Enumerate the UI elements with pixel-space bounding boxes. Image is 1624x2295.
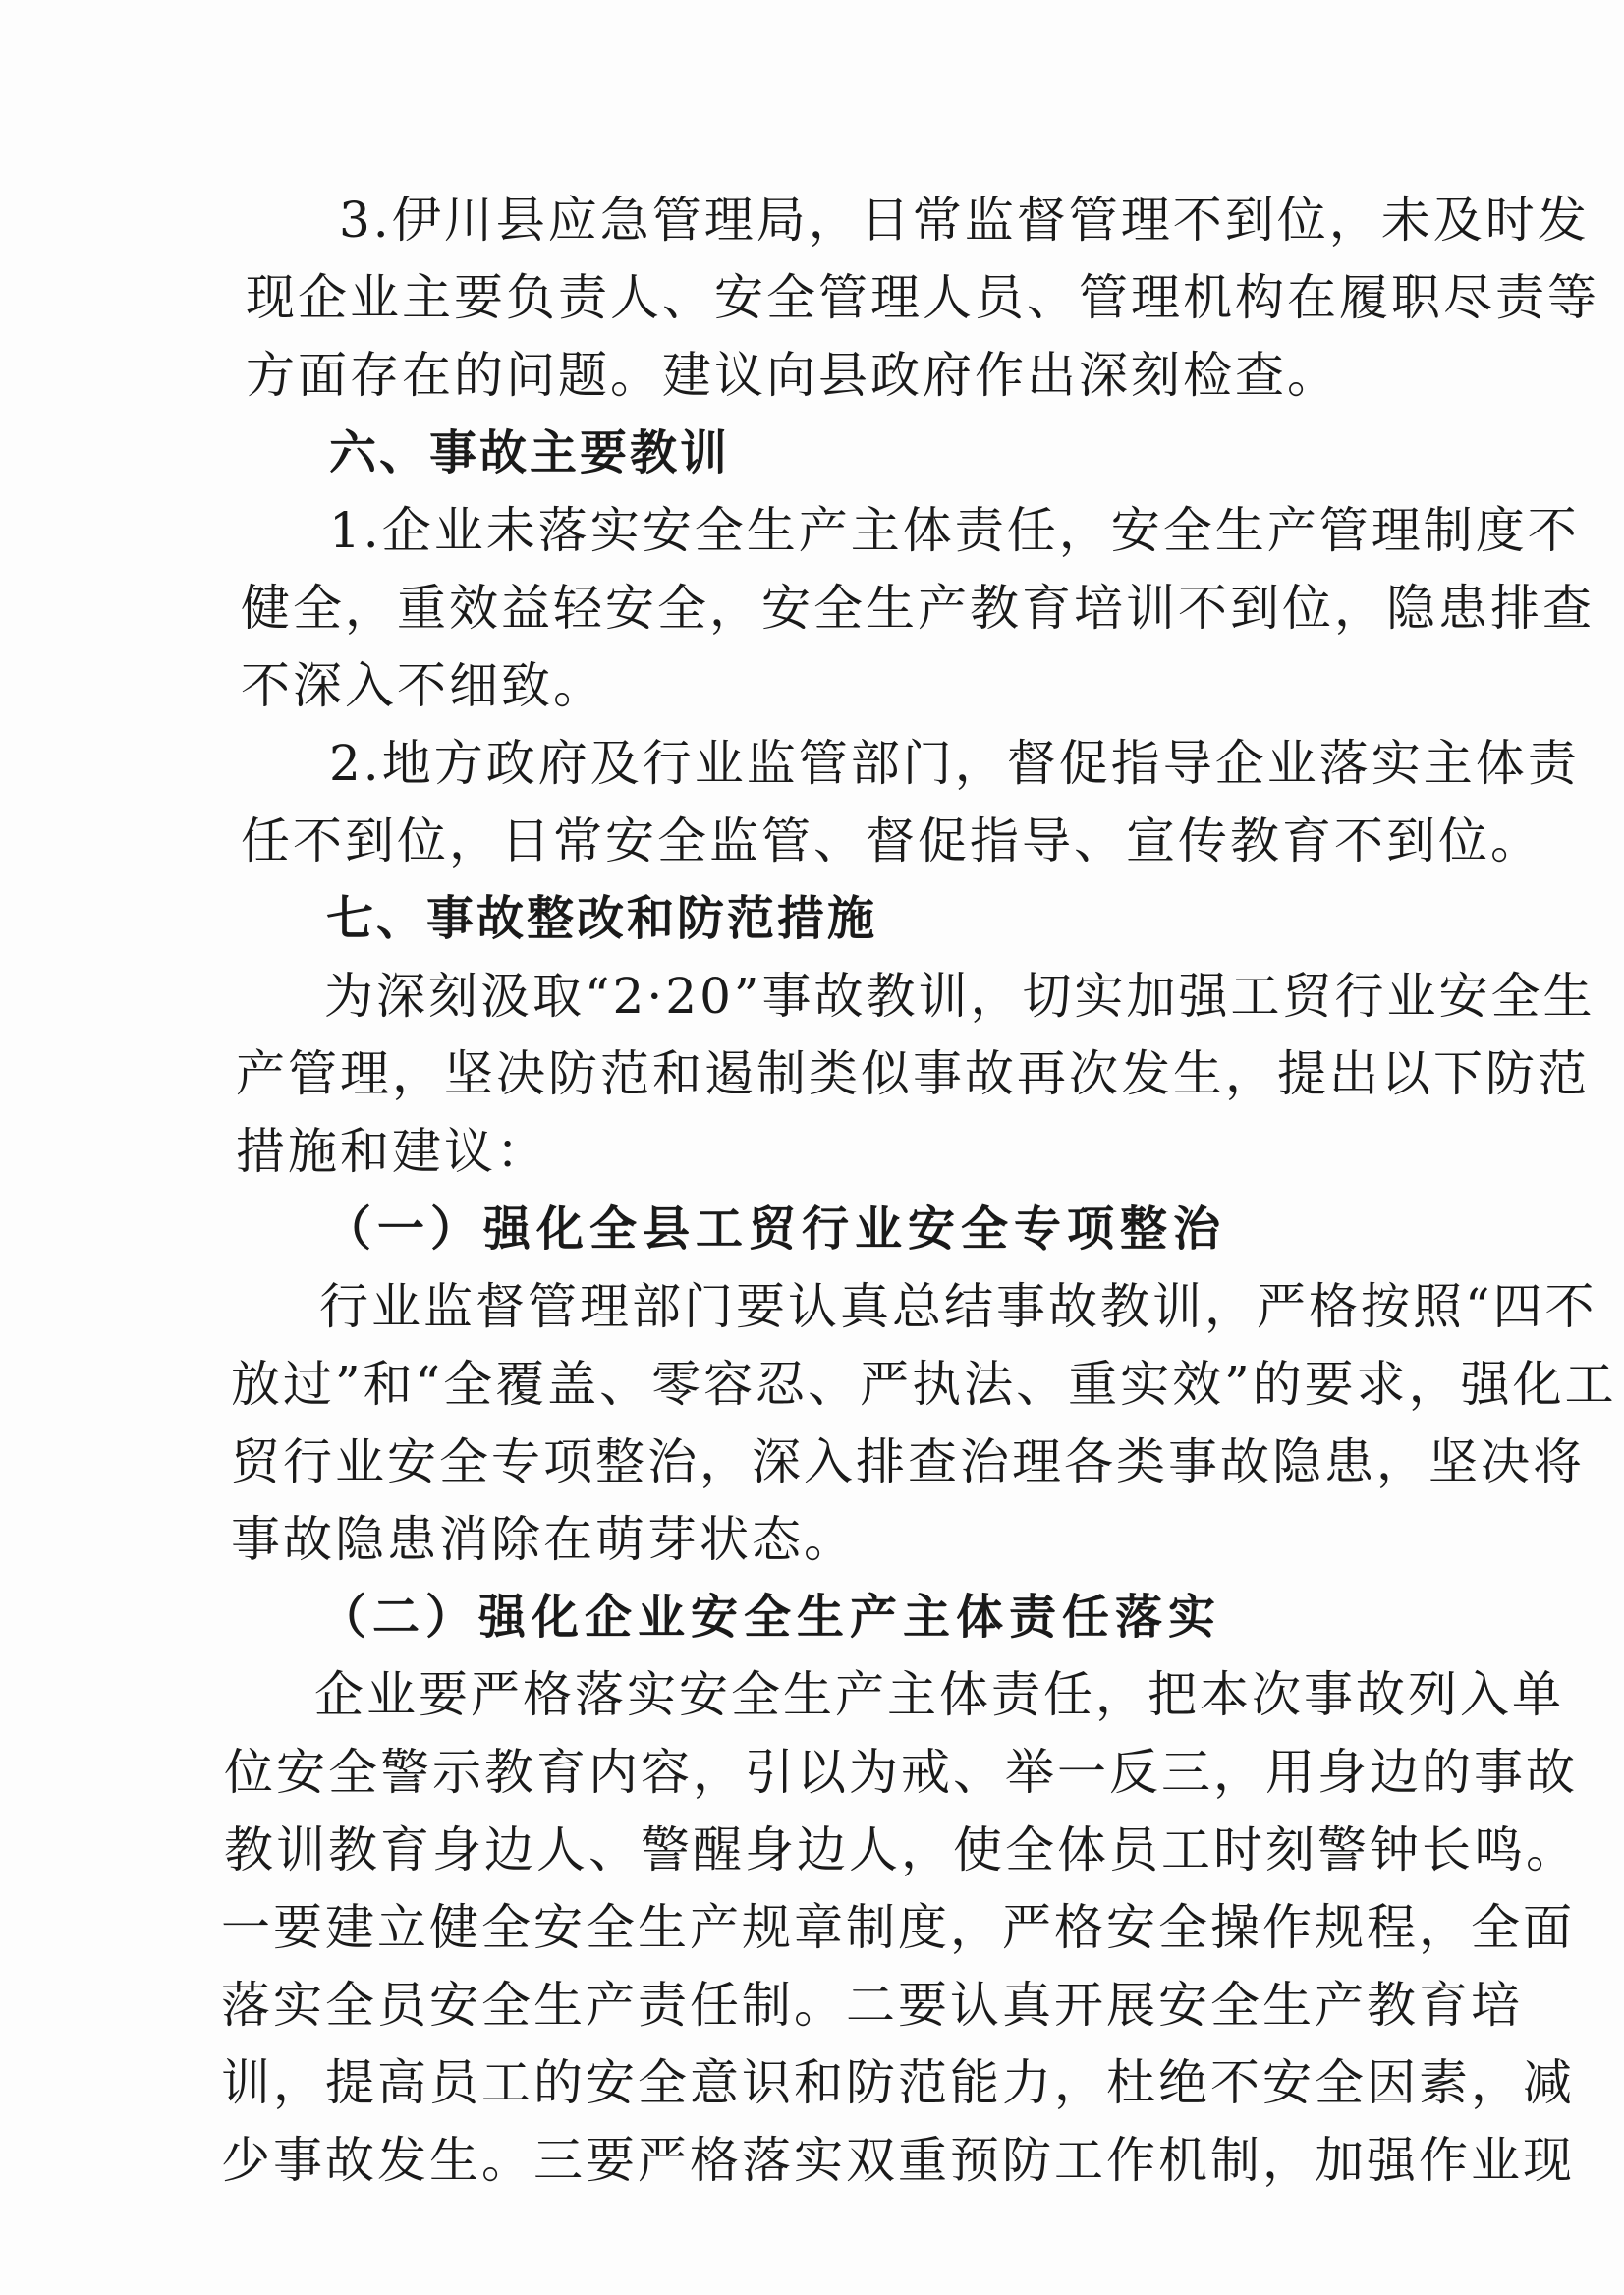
- text-line: 措施和建议：: [236, 1123, 548, 1180]
- text-line: 位安全警示教育内容，引以为戒、举一反三，用身边的事故: [224, 1744, 1578, 1801]
- text-line: 现企业主要负责人、安全管理人员、管理机构在履职尽责等: [246, 269, 1599, 326]
- subsection-heading-2: （二）强化企业安全生产主体责任落实: [319, 1590, 1222, 1645]
- text-line: 任不到位，日常安全监管、督促指导、宣传教育不到位。: [241, 812, 1542, 869]
- text-line: 产管理，坚决防范和遏制类似事故再次发生，提出以下防范: [236, 1045, 1590, 1102]
- text-line: 贸行业安全专项整治，深入排查治理各类事故隐患，坚决将: [231, 1433, 1585, 1490]
- text-line: 企业要严格落实安全生产主体责任，把本次事故列入单: [314, 1666, 1564, 1723]
- text-line: 教训教育身边人、警醒身边人，使全体员工时刻警钟长鸣。: [224, 1821, 1578, 1878]
- text-line: 落实全员安全生产责任制。二要认真开展安全生产教育培: [221, 1977, 1523, 2034]
- text-line: 行业监督管理部门要认真总结事故教训，严格按照“四不: [319, 1278, 1597, 1335]
- text-line: 少事故发生。三要严格落实双重预防工作机制，加强作业现: [221, 2132, 1575, 2189]
- text-line: 3.伊川县应急管理局，日常监督管理不到位，未及时发: [339, 192, 1590, 249]
- subsection-heading-1: （一）强化全县工贸行业安全专项整治: [324, 1202, 1227, 1257]
- text-line: 一要建立健全安全生产规章制度，严格安全操作规程，全面: [221, 1899, 1575, 1956]
- section-heading-6: 六、事故主要教训: [329, 425, 731, 480]
- text-line: 为深刻汲取“2·20”事故教训，切实加强工贸行业安全生: [324, 968, 1596, 1025]
- text-line: 2.地方政府及行业监管部门，督促指导企业落实主体责: [329, 735, 1580, 792]
- text-line: 不深入不细致。: [241, 657, 605, 714]
- section-heading-7: 七、事故整改和防范措施: [326, 891, 878, 946]
- text-line: 健全，重效益轻安全，安全生产教育培训不到位，隐患排查: [241, 580, 1595, 637]
- text-line: 1.企业未落实安全生产主体责任，安全生产管理制度不: [329, 502, 1580, 559]
- text-line: 放过”和“全覆盖、零容忍、严执法、重实效”的要求，强化工: [231, 1356, 1617, 1413]
- text-line: 训，提高员工的安全意识和防范能力，杜绝不安全因素，减: [221, 2054, 1575, 2111]
- text-line: 方面存在的问题。建议向县政府作出深刻检查。: [246, 347, 1339, 404]
- text-line: 事故隐患消除在萌芽状态。: [231, 1511, 856, 1568]
